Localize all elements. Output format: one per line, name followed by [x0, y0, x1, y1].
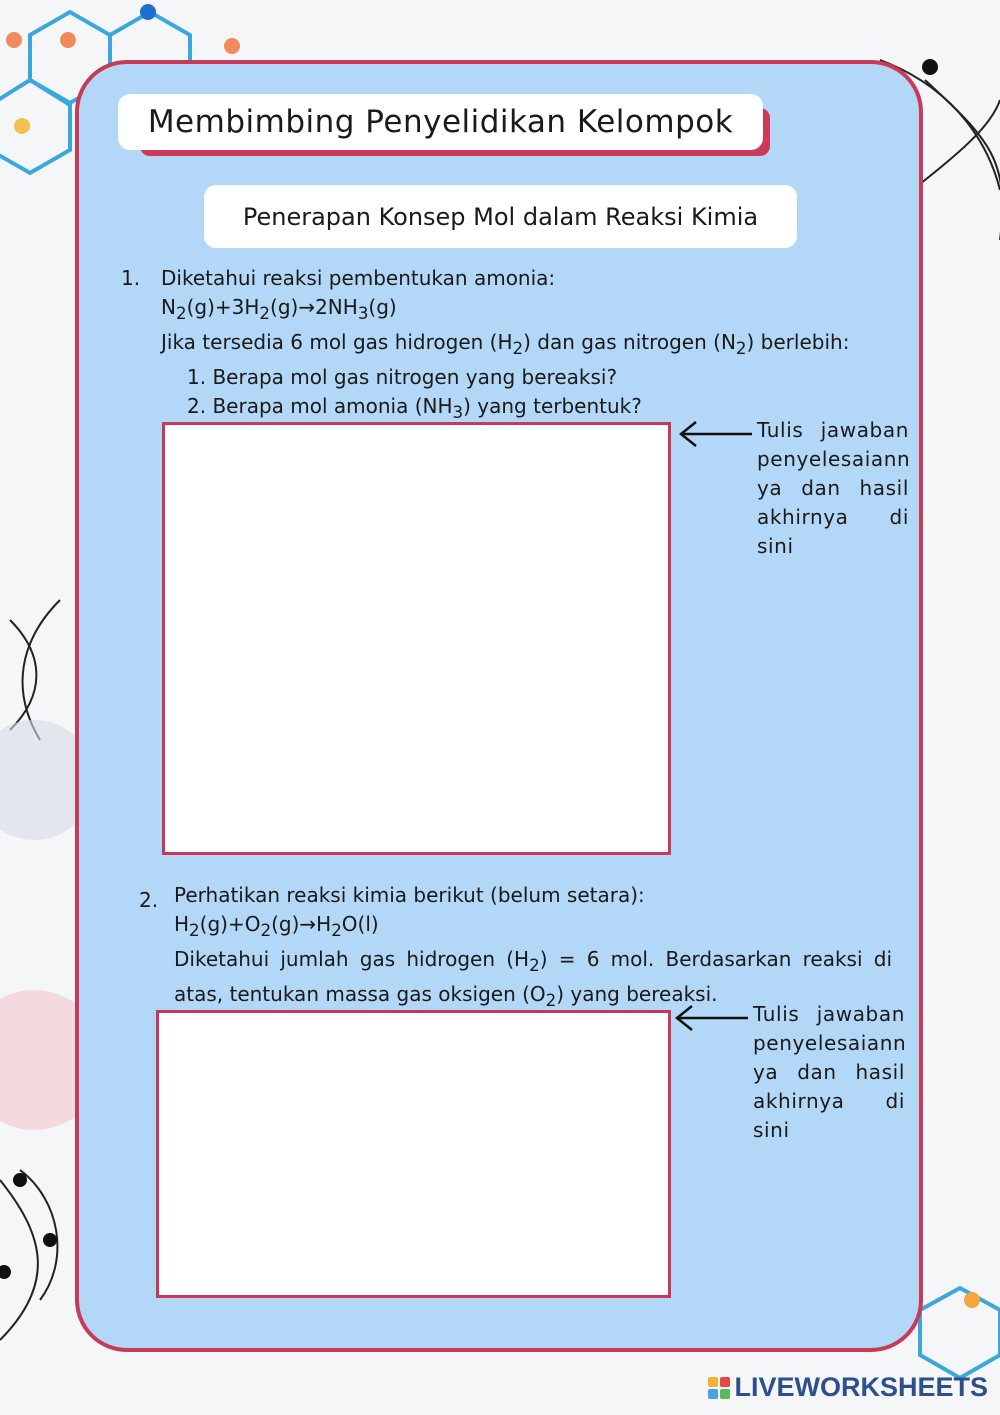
liveworksheets-brand	[708, 1372, 988, 1403]
answer-input-2[interactable]	[159, 1013, 668, 1295]
title-banner	[118, 94, 773, 162]
brand-name: LIVEWORKSHEETS	[734, 1372, 988, 1402]
question-1-condition: Jika tersedia 6 mol gas hidrogen $(H_2)$ dan gas nitrogen $(N_2)$ berlebih:	[161, 330, 850, 358]
brand-logo-square	[708, 1389, 718, 1399]
question-2-intro: Perhatikan reaksi kimia berikut (belum setara):	[174, 883, 645, 907]
question-1-sub-2: 2. Berapa mol amonia $(NH_3)$ yang terbentuk?	[187, 394, 642, 422]
question-1-equation: $N_2(g)+3H_2(g)\to 2NH_3(g)$	[161, 295, 397, 323]
answer-box-2[interactable]	[156, 1010, 671, 1298]
question-2-number: 2.	[139, 888, 159, 912]
brand-logo-square	[720, 1377, 730, 1387]
question-2-condition: Diketahui jumlah gas hidrogen $(H_2) = 6$ mol. Berdasarkan reaksi di atas, tentukan massa gas oksigen $(O_2)$ yang bereaksi.	[174, 947, 893, 1010]
section-subtitle: Penerapan Konsep Mol dalam Reaksi Kimia	[204, 185, 797, 248]
question-2-text	[174, 881, 892, 1015]
question-1-number: 1.	[121, 266, 141, 290]
arrow-left-icon	[676, 420, 754, 448]
brand-logo-square	[720, 1389, 730, 1399]
question-1-sub-1: 1. Berapa mol gas nitrogen yang bereaksi?	[187, 365, 618, 389]
arrow-left-icon	[672, 1004, 750, 1032]
page-title: Membimbing Penyelidikan Kelompok	[118, 94, 763, 150]
brand-logo-icon	[708, 1377, 730, 1399]
answer-box-1[interactable]	[162, 422, 671, 855]
question-1-text	[161, 264, 891, 427]
question-1-intro: Diketahui reaksi pembentukan amonia:	[161, 266, 556, 290]
answer-hint-2: Tulis jawaban penyelesaiann ya dan hasil akhirnya di sini	[753, 1002, 907, 1142]
brand-logo-square	[708, 1377, 718, 1387]
answer-hint-1: Tulis jawaban penyelesaiann ya dan hasil akhirnya di sini	[757, 418, 911, 558]
question-2-equation: $H_2(g)+O_2(g)\to H_2O(l)$	[174, 912, 379, 940]
answer-input-1[interactable]	[165, 425, 668, 852]
